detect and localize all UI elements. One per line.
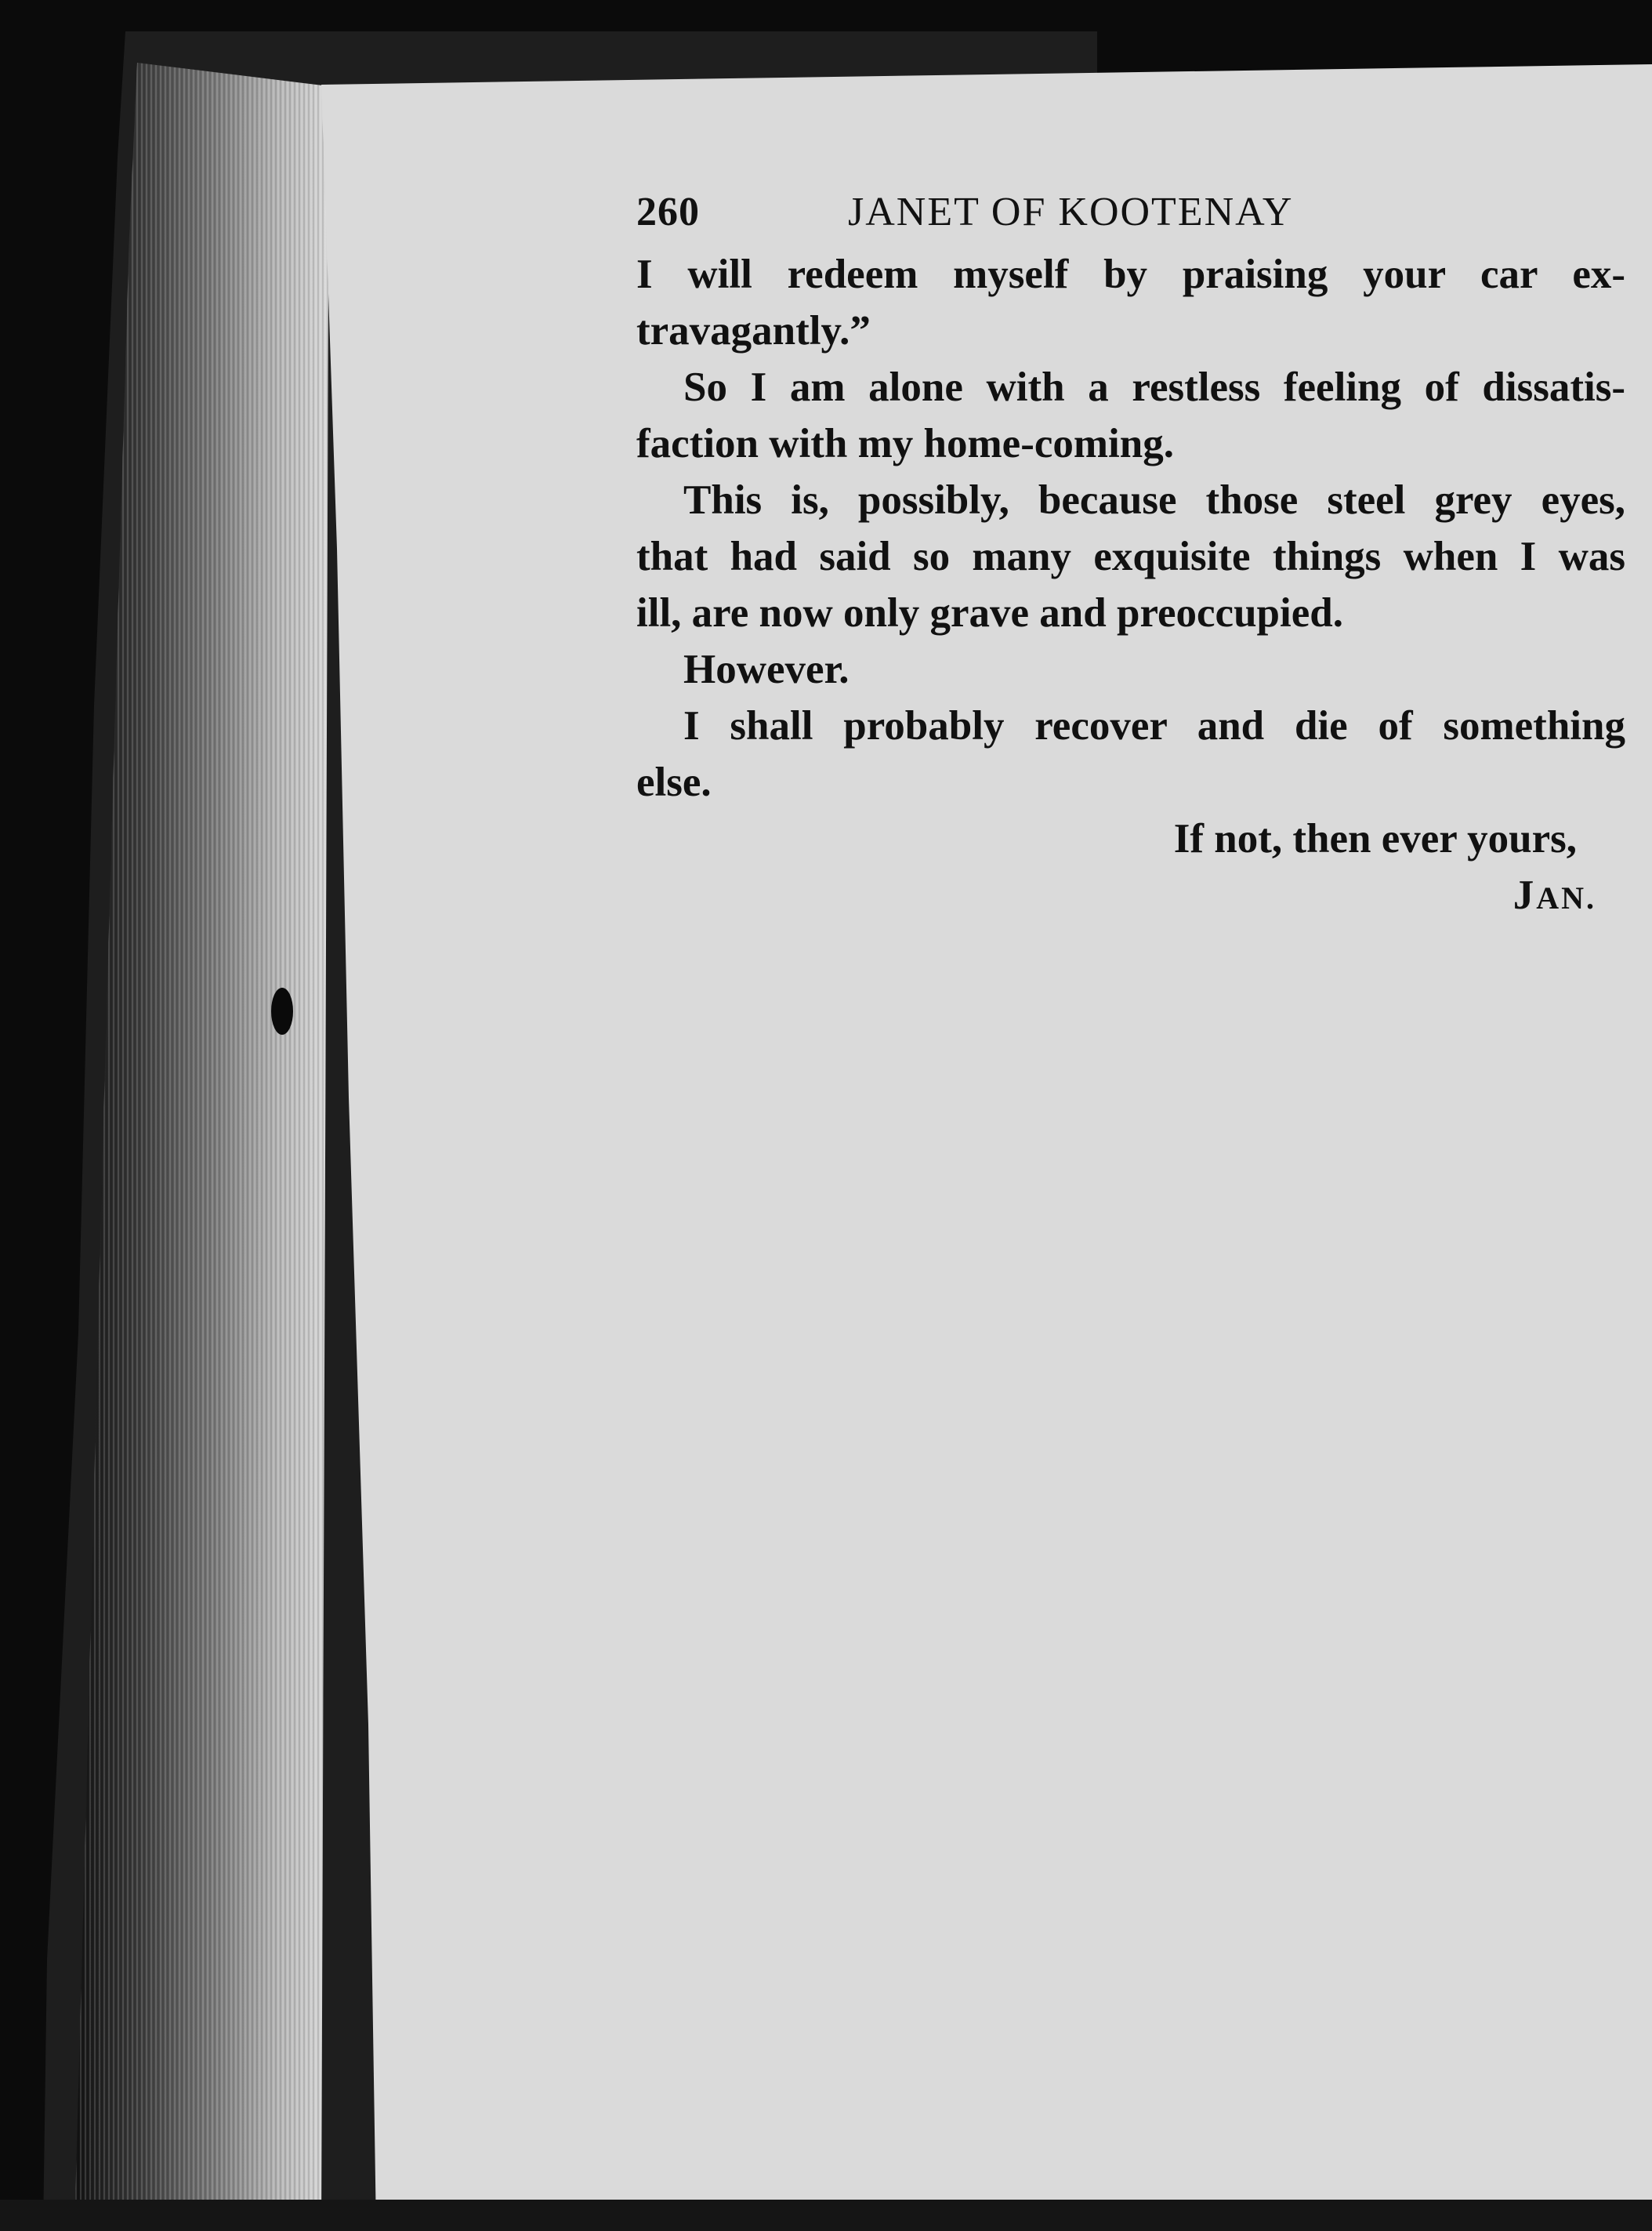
- text-line-4: faction with my home-coming.: [636, 421, 1174, 466]
- text-line-2: travagantly.”: [636, 308, 871, 354]
- text-line-1: I will redeem myself by praising your car ex-: [636, 252, 1625, 297]
- page-number: 260: [636, 190, 700, 234]
- page-text: [636, 179, 1625, 927]
- signature-rest: AN.: [1536, 880, 1596, 916]
- text-line-7: ill, are now only grave and preoccupied.: [636, 590, 1344, 636]
- text-line-3: So I am alone with a restless feeling of dissatis-: [683, 365, 1625, 410]
- text-line-9: I shall probably recover and die of something: [683, 703, 1625, 749]
- book-title: JANET OF KOOTENAY: [848, 190, 1294, 234]
- text-line-5: This is, possibly, because those steel grey eyes,: [683, 477, 1625, 523]
- closing-line: If not, then ever yours,: [1173, 816, 1577, 862]
- running-head: [636, 179, 1625, 246]
- signature: [636, 867, 1625, 927]
- text-line-6: that had said so many exquisite things when I was: [636, 534, 1625, 579]
- text-line-10: else.: [636, 760, 712, 805]
- signature-initial: J: [1513, 872, 1537, 918]
- text-line-8: However.: [683, 647, 850, 692]
